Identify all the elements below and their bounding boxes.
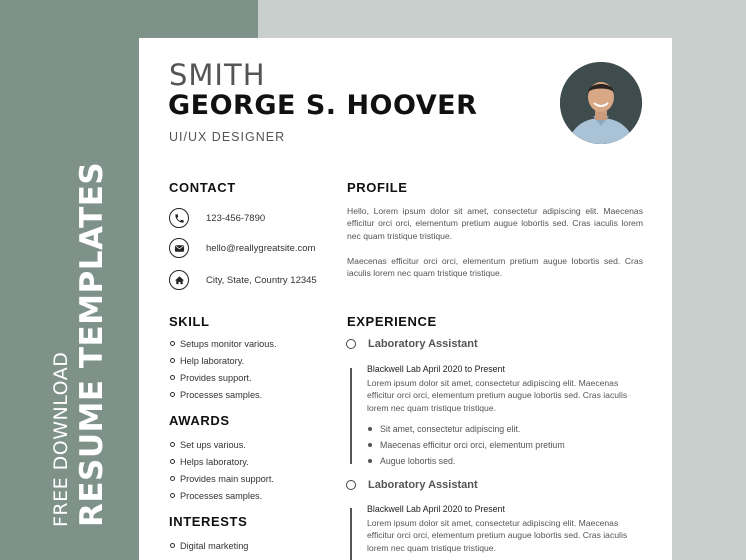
mail-icon <box>169 238 189 258</box>
email-text: hello@reallygreatsite.com <box>206 242 316 254</box>
timeline-node <box>346 339 356 349</box>
skill-heading: SKILL <box>169 314 210 329</box>
home-icon <box>169 270 189 290</box>
experience-job-1-header <box>346 338 478 350</box>
contact-address <box>169 270 317 290</box>
awards-list <box>170 436 274 504</box>
list-item: Help laboratory. <box>170 352 277 369</box>
contact-phone <box>169 208 265 228</box>
last-name: SMITH <box>169 58 266 92</box>
timeline-line <box>350 508 352 560</box>
list-item: Setups monitor various. <box>170 335 277 352</box>
job-2-description: Lorem ipsum dolor sit amet, consectetur adipiscing elit. Maecenas efficitur orci orci, elementum pretium augue lobortis sed. Cras iaculis lorem nec quam tristique tristique. <box>367 518 628 553</box>
job-2-role: Laboratory Assistant <box>368 479 478 491</box>
resume-page <box>139 38 672 560</box>
side-vertical-text <box>48 162 110 527</box>
contact-email <box>169 238 315 258</box>
list-item: Set ups various. <box>170 436 274 453</box>
profile-paragraph-1: Hello, Lorem ipsum dolor sit amet, consectetur adipiscing elit. Maecenas efficitur orci orci, elementum pretium augue lobortis sed. Cras iaculis lorem nec quam tristique tristique. <box>347 206 643 241</box>
list-item: Helps laboratory. <box>170 453 274 470</box>
side-small-text: FREE DOWNLOAD <box>50 351 72 527</box>
job-1-company: Blackwell Lab April 2020 to Present <box>367 364 505 374</box>
job-title: UI/UX DESIGNER <box>169 130 286 144</box>
contact-heading: CONTACT <box>169 180 236 195</box>
list-item: Augue lobortis sed. <box>368 453 565 469</box>
avatar-icon <box>560 62 642 144</box>
job-1-role: Laboratory Assistant <box>368 338 478 350</box>
timeline-node <box>346 480 356 490</box>
list-item: Processes samples. <box>170 487 274 504</box>
list-item: Provides main support. <box>170 470 274 487</box>
list-item: Provides support. <box>170 369 277 386</box>
job-1-bullets <box>368 421 565 469</box>
job-1-description: Lorem ipsum dolor sit amet, consectetur adipiscing elit. Maecenas efficitur orci orci, elementum pretium augue lobortis sed. Cras iaculis lorem nec quam tristique tristique. <box>367 378 628 413</box>
phone-text: 123-456-7890 <box>206 212 266 224</box>
full-name: GEORGE S. HOOVER <box>168 90 478 121</box>
experience-job-2-header <box>346 479 478 491</box>
profile-heading: PROFILE <box>347 180 408 195</box>
address-text: City, State, Country 12345 <box>206 274 317 286</box>
job-2-company: Blackwell Lab April 2020 to Present <box>367 504 505 514</box>
list-item: Digital marketing <box>170 537 248 554</box>
profile-photo <box>560 62 642 144</box>
experience-heading: EXPERIENCE <box>347 314 437 329</box>
side-big-text: RESUME TEMPLATES <box>74 161 110 527</box>
list-item: Maecenas efficitur orci orci, elementum pretium <box>368 437 565 453</box>
profile-paragraph-2: Maecenas efficitur orci orci, elementum pretium augue lobortis sed. Cras iaculis lorem nec quam tristique tristique. <box>347 256 643 279</box>
skill-list <box>170 335 277 403</box>
phone-icon <box>169 208 189 228</box>
awards-heading: AWARDS <box>169 413 230 428</box>
list-item: Processes samples. <box>170 386 277 403</box>
interests-heading: INTERESTS <box>169 514 248 529</box>
timeline-line <box>350 368 352 464</box>
interests-list <box>170 537 248 554</box>
list-item: Sit amet, consectetur adipiscing elit. <box>368 421 565 437</box>
